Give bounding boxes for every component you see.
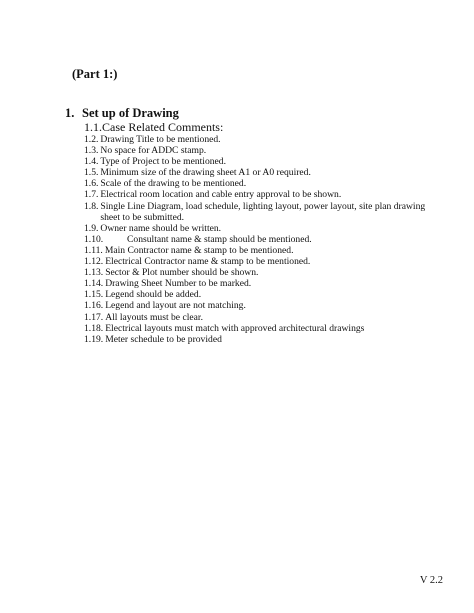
list-item [84,256,445,267]
item-number: 1.13. [84,267,104,279]
item-text: All layouts must be clear. [105,311,203,323]
item-number: 1.5. [84,167,99,179]
item-number: 1.10. [84,233,104,245]
item-number: 1.8. [84,200,99,212]
item-number: 1.15. [84,289,104,301]
item-number: 1.16. [84,300,104,312]
item-text: Legend and layout are not matching. [105,300,246,312]
list-item [84,334,445,345]
item-number: 1.18. [84,322,104,334]
section-setup-of-drawing [65,106,445,345]
item-text: Drawing Sheet Number to be marked. [105,278,252,290]
version-footer: V 2.2 [419,575,443,586]
item-text: Main Contractor name & stamp to be mentioned. [104,244,294,256]
list-item [84,223,445,234]
item-number: 1.17. [84,311,104,323]
list-item [84,323,445,334]
item-number: 1.19. [84,333,104,345]
comment-list [84,134,445,345]
case-related-comments-heading: 1.1.Case Related Comments: [84,120,224,134]
list-item [84,201,445,223]
item-text: Meter schedule to be provided [105,333,222,345]
list-item [84,156,445,167]
item-number: 1.12. [84,256,104,268]
list-item [84,189,445,200]
part-label: (Part 1:) [72,67,118,81]
item-number: 1.6. [84,178,99,190]
item-text: Owner name should be written. [100,222,222,234]
list-item [84,300,445,311]
item-text: Electrical layouts must match with approved architectural drawings [105,322,365,334]
item-text: Consultant name & stamp should be mentioned. [127,233,312,245]
item-text: Electrical room location and cable entry approval to be shown. [100,189,342,201]
list-item [84,145,445,156]
item-text: Minimum size of the drawing sheet A1 or A0 required. [100,167,311,179]
item-text: Scale of the drawing to be mentioned. [100,178,247,190]
list-item [84,234,445,245]
section-heading [65,106,445,121]
item-number: 1.14. [84,278,104,290]
section-number: 1. [65,106,75,120]
list-item [84,178,445,189]
list-item [84,134,445,145]
item-text: Drawing Title to be mentioned. [100,134,221,145]
list-item [84,278,445,289]
item-text: Sector & Plot number should be shown. [105,267,259,279]
item-number: 1.7. [84,189,99,201]
list-item [84,245,445,256]
item-number: 1.4. [84,156,99,168]
item-text: No space for ADDC stamp. [100,145,207,157]
item-text: Legend should be added. [105,289,202,301]
section-title: Set up of Drawing [82,106,179,120]
item-text: Electrical Contractor name & stamp to be mentioned. [105,256,311,268]
list-item [84,289,445,300]
item-number: 1.2. [84,134,99,145]
item-text: Type of Project to be mentioned. [100,156,227,168]
item-number: 1.9. [84,222,99,234]
item-text: Single Line Diagram, load schedule, lighting layout, power layout, site plan drawing sheet to be submitted. [100,200,426,223]
list-item [84,267,445,278]
item-number: 1.3. [84,145,99,157]
item-number: 1.11. [84,244,103,256]
list-item [84,312,445,323]
list-item [84,167,445,178]
